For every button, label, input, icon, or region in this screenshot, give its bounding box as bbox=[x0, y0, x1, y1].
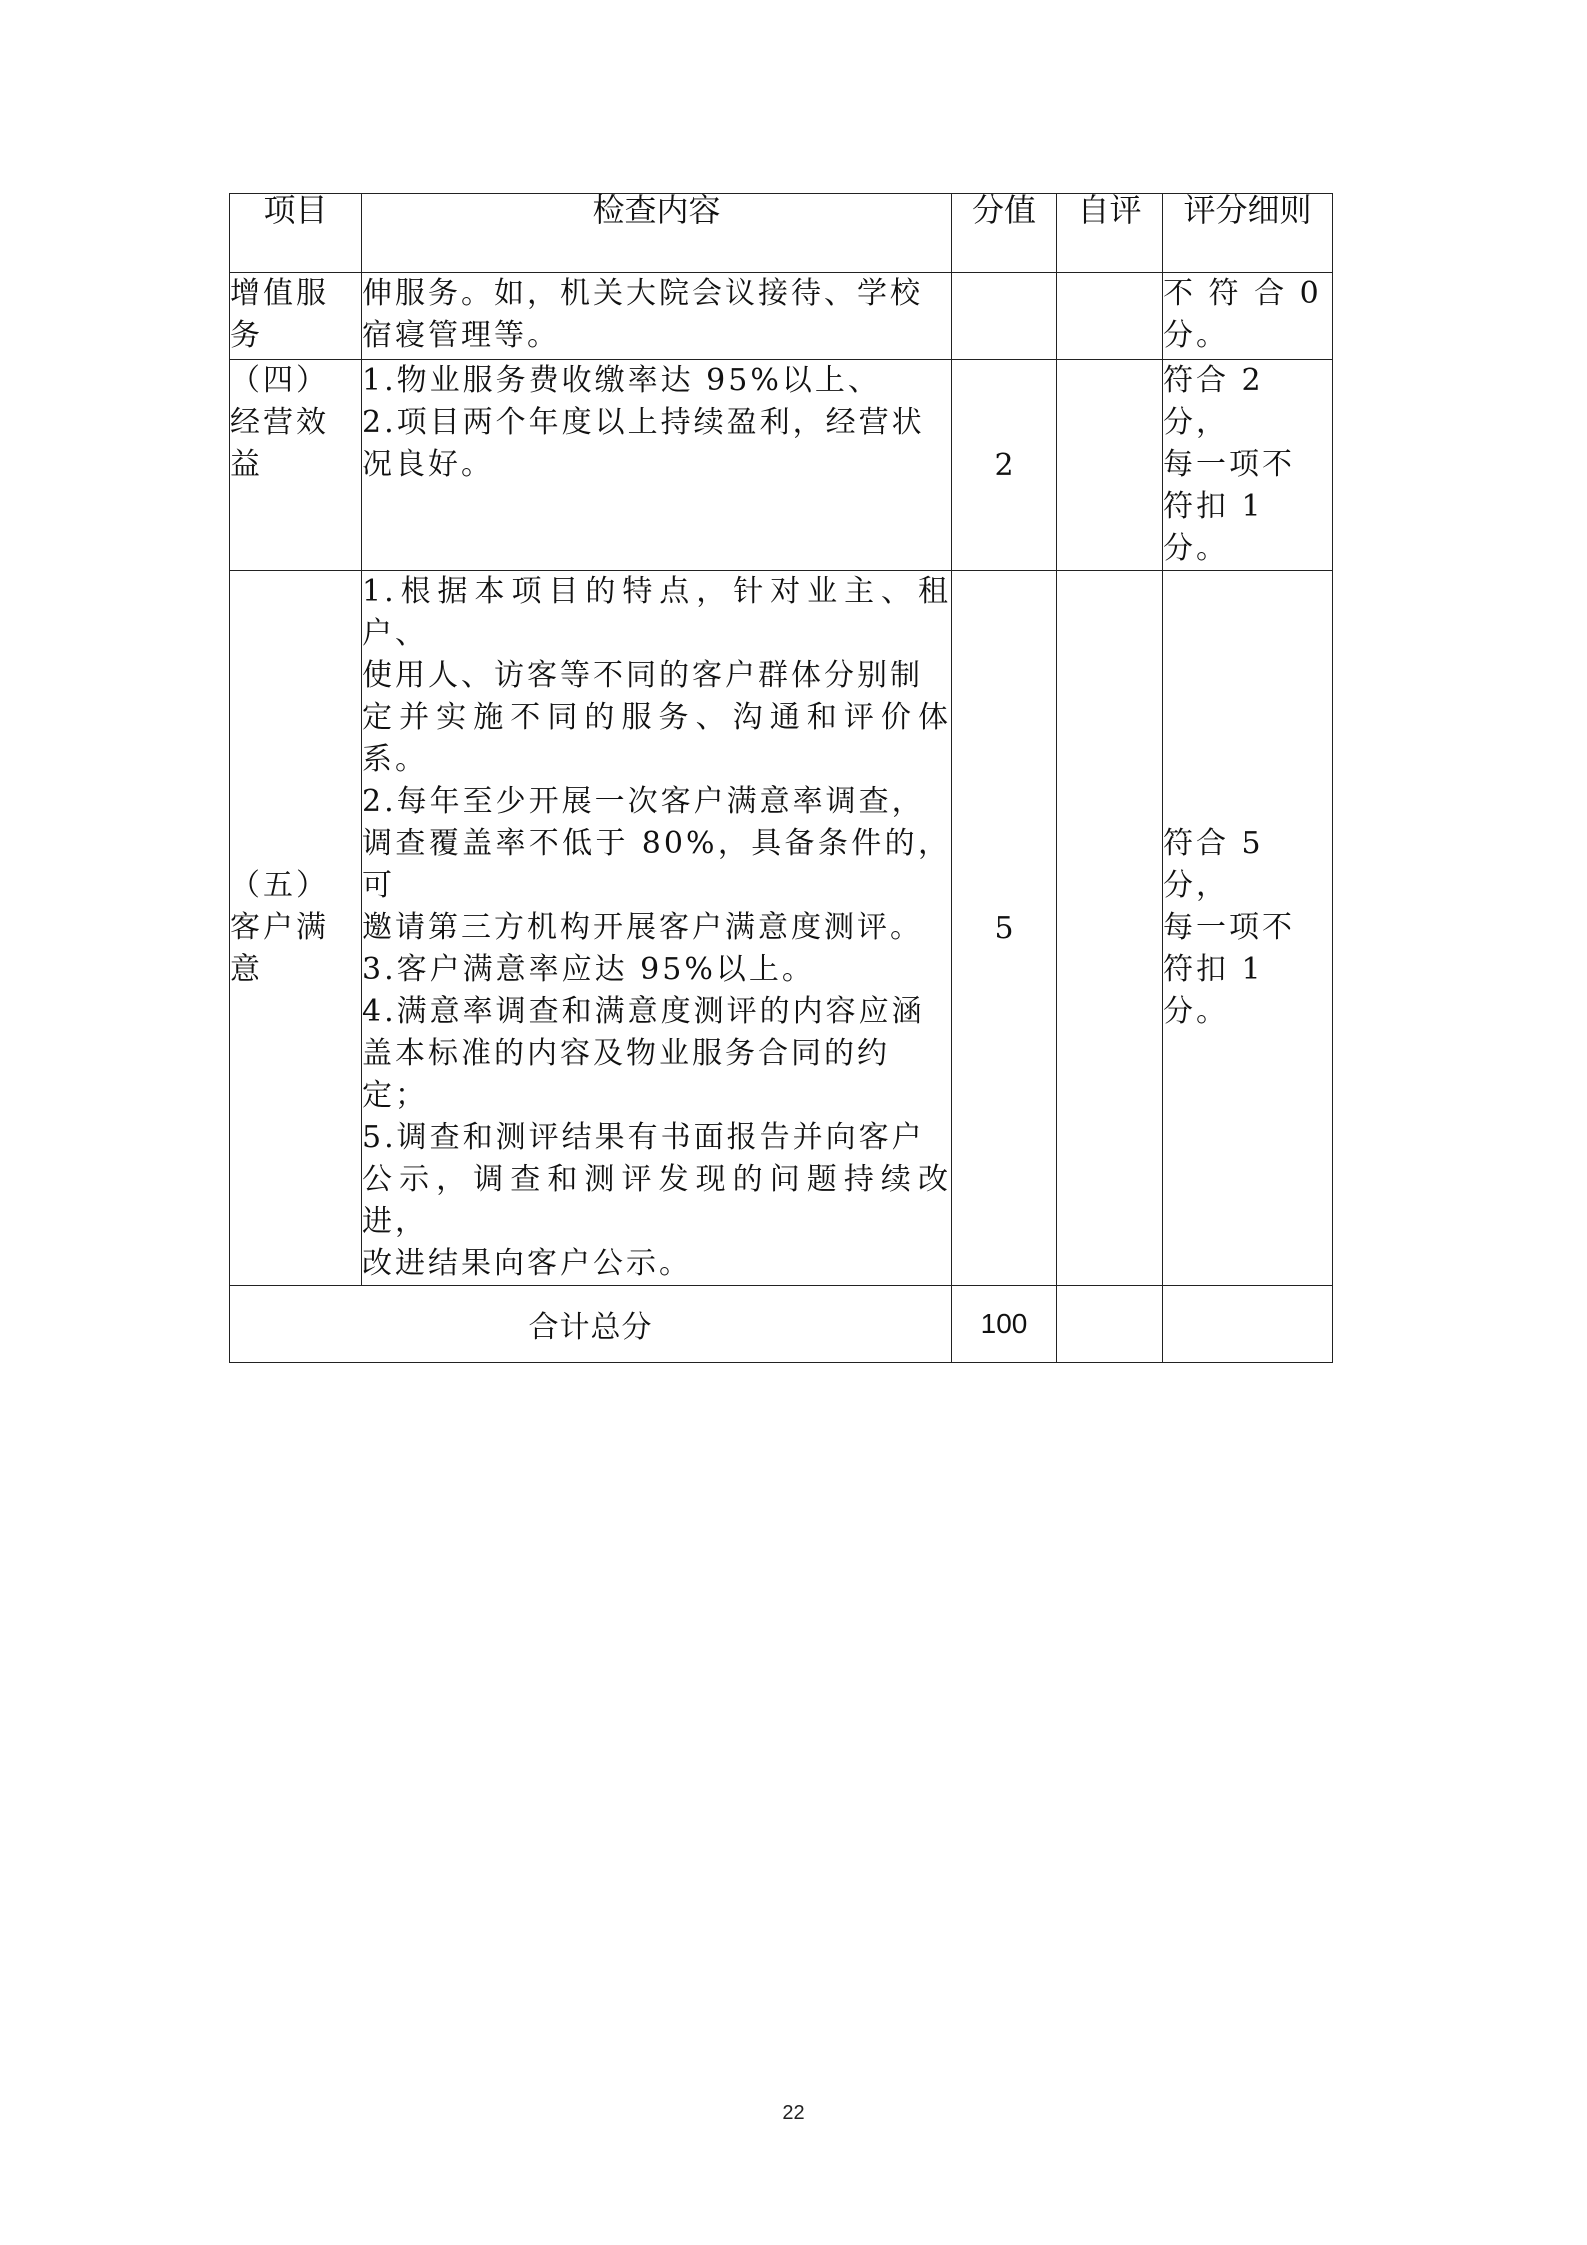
header-score: 分值 bbox=[952, 194, 1057, 273]
total-self-evaluation bbox=[1057, 1286, 1163, 1363]
item-line: 增值服 bbox=[230, 276, 329, 311]
content-line: 宿寝管理等。 bbox=[362, 318, 560, 353]
page-number: 22 bbox=[782, 2102, 805, 2124]
content-line: 2.每年至少开展一次客户满意率调查， bbox=[362, 784, 925, 819]
table-row bbox=[230, 273, 1333, 360]
item-line: 益 bbox=[230, 447, 263, 482]
content-line: 2.项目两个年度以上持续盈利，经营状 bbox=[362, 405, 925, 440]
item-line: 经营效 bbox=[230, 405, 329, 440]
total-label: 合计总分 bbox=[230, 1286, 952, 1363]
score-cell bbox=[952, 273, 1057, 360]
rule-cell bbox=[1163, 273, 1333, 360]
total-rule bbox=[1163, 1286, 1333, 1363]
score-cell: 5 bbox=[952, 571, 1057, 1286]
content-line: 定； bbox=[362, 1078, 428, 1113]
item-line: （五） bbox=[230, 868, 329, 903]
rule-line: 符合 5 分， bbox=[1163, 826, 1264, 903]
self-evaluation-cell bbox=[1057, 571, 1163, 1286]
item-line: 意 bbox=[230, 952, 263, 987]
score-cell: 2 bbox=[952, 360, 1057, 571]
total-row bbox=[230, 1286, 1333, 1363]
content-cell bbox=[362, 571, 952, 1286]
content-line: 调查覆盖率不低于 80%，具备条件的，可 bbox=[362, 826, 951, 903]
rule-line: 分。 bbox=[1163, 318, 1229, 353]
rule-line: 每一项不 bbox=[1163, 447, 1295, 482]
header-scoring-rules: 评分细则 bbox=[1163, 194, 1333, 273]
item-cell bbox=[230, 273, 362, 360]
rule-cell bbox=[1163, 360, 1333, 571]
content-line: 盖本标准的内容及物业服务合同的约 bbox=[362, 1036, 890, 1071]
content-line: 使用人、访客等不同的客户群体分别制 bbox=[362, 658, 923, 693]
rule-line: 符扣 1 分。 bbox=[1163, 489, 1264, 566]
content-line: 1.根据本项目的特点，针对业主、租户、 bbox=[362, 574, 951, 651]
content-line: 伸服务。如，机关大院会议接待、学校 bbox=[362, 276, 923, 311]
item-line: 客户满 bbox=[230, 910, 329, 945]
content-line: 5.调查和测评结果有书面报告并向客户 bbox=[362, 1120, 925, 1155]
item-cell bbox=[230, 571, 362, 1286]
content-line: 况良好。 bbox=[362, 447, 494, 482]
self-evaluation-cell bbox=[1057, 360, 1163, 571]
header-item: 项目 bbox=[230, 194, 362, 273]
content-line: 定并实施不同的服务、沟通和评价体系。 bbox=[362, 700, 951, 777]
item-cell bbox=[230, 360, 362, 571]
content-line: 3.客户满意率应达 95%以上。 bbox=[362, 952, 815, 987]
rule-line: 符扣 1 分。 bbox=[1163, 952, 1264, 1029]
content-line: 1.物业服务费收缴率达 95%以上、 bbox=[362, 363, 881, 398]
content-line: 公示，调查和测评发现的问题持续改进， bbox=[362, 1162, 951, 1239]
self-evaluation-cell bbox=[1057, 273, 1163, 360]
header-self-evaluation: 自评 bbox=[1057, 194, 1163, 273]
item-line: 务 bbox=[230, 318, 263, 353]
rule-line: 不 符 合 0 bbox=[1163, 276, 1322, 311]
content-line: 改进结果向客户公示。 bbox=[362, 1246, 692, 1281]
rule-line: 每一项不 bbox=[1163, 910, 1295, 945]
table-row bbox=[230, 360, 1333, 571]
header-content: 检查内容 bbox=[362, 194, 952, 273]
content-line: 邀请第三方机构开展客户满意度测评。 bbox=[362, 910, 923, 945]
table-row bbox=[230, 571, 1333, 1286]
table-header-row bbox=[230, 194, 1333, 273]
item-line: （四） bbox=[230, 363, 329, 398]
content-cell bbox=[362, 273, 952, 360]
content-cell bbox=[362, 360, 952, 571]
rule-line: 符合 2 分， bbox=[1163, 363, 1264, 440]
content-line: 4.满意率调查和满意度测评的内容应涵 bbox=[362, 994, 925, 1029]
total-score: 100 bbox=[952, 1286, 1057, 1363]
inspection-score-table bbox=[229, 193, 1333, 1363]
rule-cell bbox=[1163, 571, 1333, 1286]
